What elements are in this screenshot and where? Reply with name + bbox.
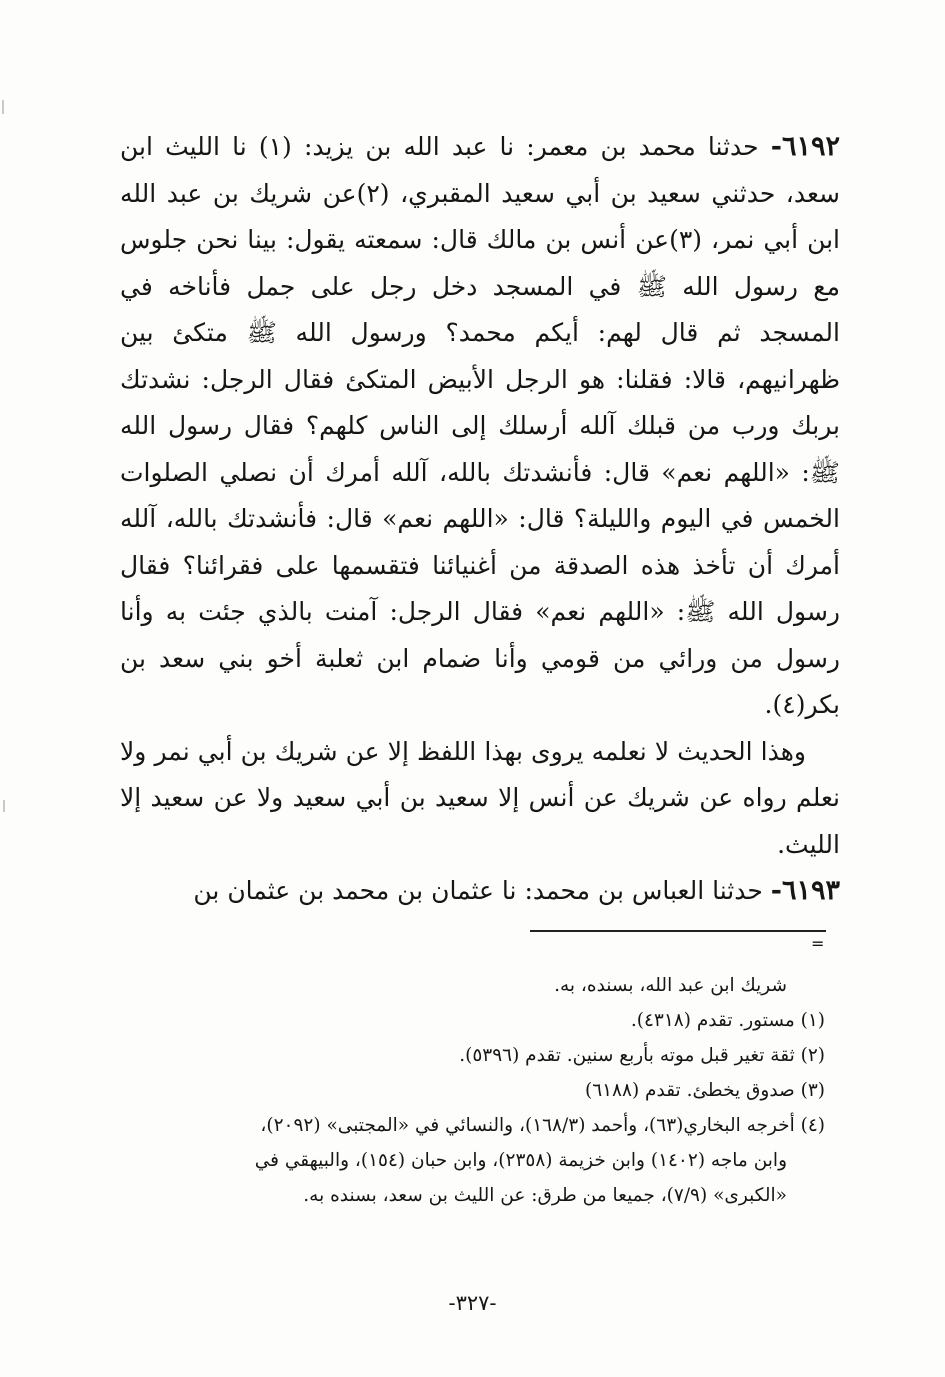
hadith-6193 [120,868,840,915]
footnote-separator [530,930,826,932]
footnote-continuation-marker: = [811,934,825,953]
footnote-2: (٢) ثقة تغير قبل موته بأربع سنين. تقدم (٥٣٩٦). [459,1045,825,1066]
hadith-text: حدثنا محمد بن معمر: نا عبد الله بن يزيد: (١) نا الليث ابن سعد، حدثني سعيد بن أبي سعيد المقبري، (٢)عن شريك بن عبد الله ابن أبي نمر، (٣)عن أنس بن مالك قال: سمعته يقول: بينا نحن جلوس مع رسول الله ﷺ في المسجد دخل رجل على جمل فأناخه في المسجد ثم قال لهم: أيكم محمد؟ ورسول الله ﷺ متكئ بين ظهرانيهم، قالا: فقلنا: هو الرجل الأبيض المتكئ فقال الرجل: نشدتك بربك ورب من قبلك آلله أرسلك إلى الناس كلهم؟ فقال رسول الله ﷺ: «اللهم نعم» قال: فأنشدتك بالله، آلله أمرك أن نصلي الصلوات الخمس في اليوم والليلة؟ قال: «اللهم نعم» قال: فأنشدتك بالله، آلله أمرك أن تأخذ هذه الصدقة من أغنيائنا فتقسمها على فقرائنا؟ فقال رسول الله ﷺ: «اللهم نعم» فقال الرجل: آمنت بالذي جئت به وأنا رسول من ورائي من قومي وأنا ضمام ابن ثعلبة أخو بني سعد بن بكر(٤). [120,132,841,719]
footnote-3: (٣) صدوق يخطئ. تقدم (٦١٨٨) [584,1080,825,1101]
editor-comment: وهذا الحديث لا نعلمه يروى بهذا اللفظ إلا عن شريك بن أبي نمر ولا نعلم رواه عن شريك عن أنس إلا سعيد بن أبي سعيد ولا عن سعيد إلا الليث. [120,736,840,859]
footnote-1: (١) مستور. تقدم (٤٣١٨). [630,1010,825,1031]
footnote-continuation: شريك ابن عبد الله، بسنده، به. [554,975,787,996]
footnote-4: (٤) أخرجه البخاري(٦٣)، وأحمد (١٦٨/٣)، والنسائي في «المجتبى» (٢٠٩٢)، [260,1115,825,1136]
main-text [120,124,840,915]
binding-shadow-middle [3,800,5,812]
footnote-4-line-3: «الكبرى» (٧/٩)، جميعا من طرق: عن الليث بن سعد، بسنده به. [303,1185,787,1206]
footnotes [120,968,825,1213]
footnote-4-line-2: وابن ماجه (١٤٠٢) وابن خزيمة (٢٣٥٨)، وابن حبان (١٥٤)، والبيهقي في [254,1150,787,1171]
binding-shadow-top [2,100,4,114]
hadith-number: ٦١٩٢- [770,131,840,162]
page-number: -٣٢٧- [448,1291,497,1315]
hadith-number: ٦١٩٣- [770,875,840,906]
hadith-6192 [120,124,840,729]
hadith-text: حدثنا العباس بن محمد: نا عثمان بن محمد بن عثمان بن [193,876,763,905]
